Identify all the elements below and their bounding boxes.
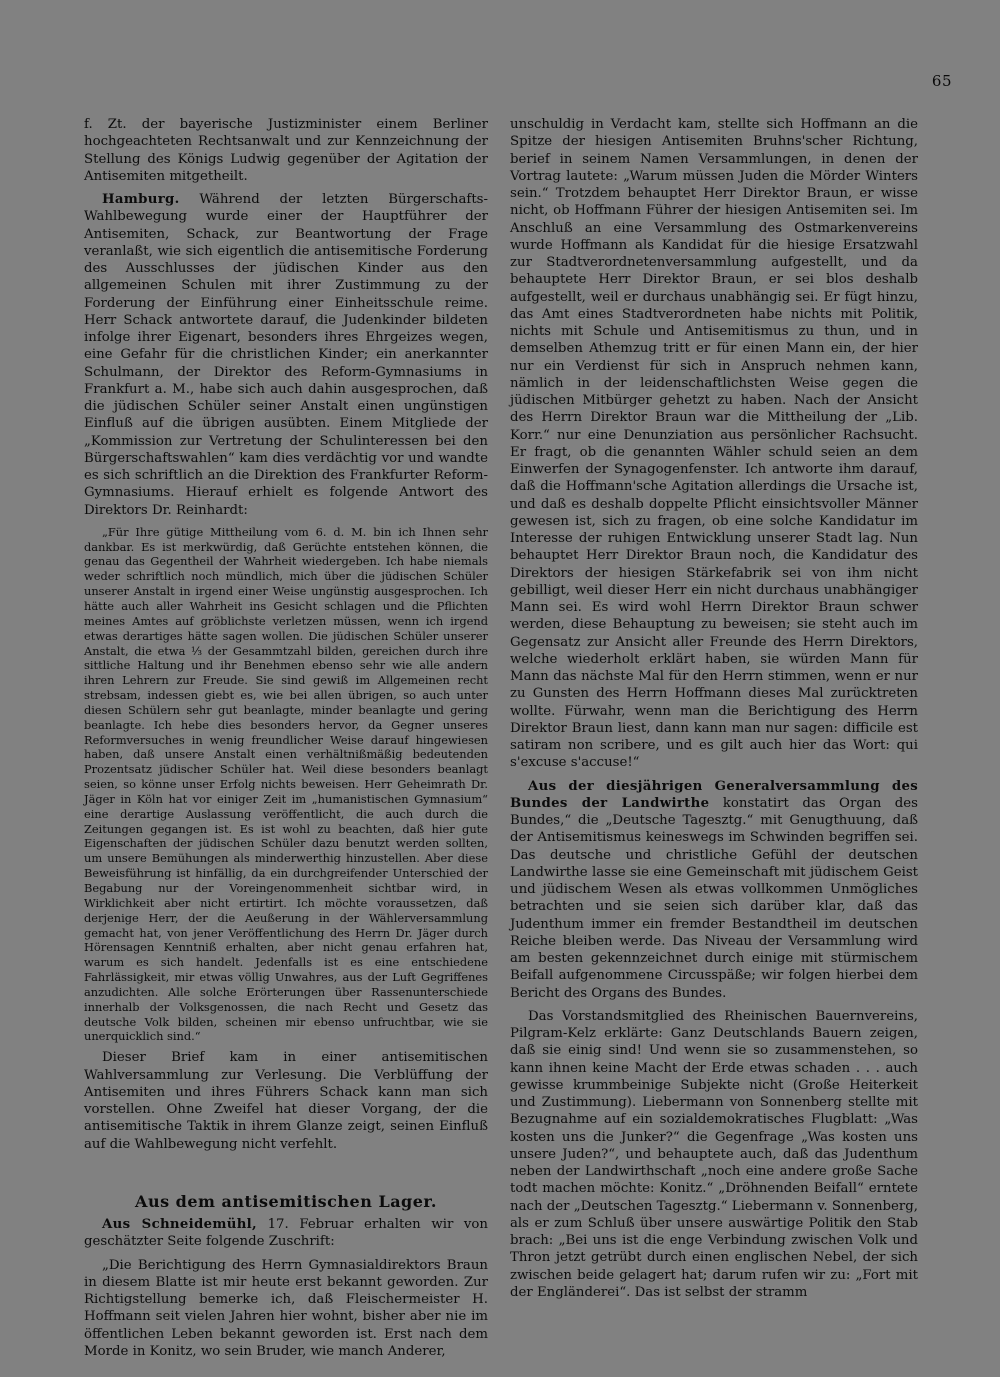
letter-quote-text: „Für Ihre gütige Mittheilung vom 6. d. M. bin ich Ihnen sehr dankbar. Es ist merkwürdig, daß Gerüchte entstehen können, die genau das Gegentheil der Wahrheit wiedergeben. Ich habe niemals weder schriftlich noch mündlich, mich über die jüdischen Schüler unserer Anstalt in irgend einer Weise ungünstig ausgesprochen. Ich hätte auch aller Wahrheit ins Gesicht schlagen und die Pflichten meines Amtes auf gröblichste verletzen müssen, wenn ich irgend etwas derartiges hätte sagen wollen. Die jüdischen Schüler unserer Anstalt, die etwa ⅓ der Gesammtzahl bilden, gereichen durch ihre sittliche Haltung und ihr Benehmen ebenso sehr wie alle andern ihren Lehrern zur Freude. Sie sind gewiß im Allgemeinen recht strebsam, indessen giebt es, wie bei allen übrigen, so auch unter diesen Schülern sehr gut beanlagte, minder beanlagte und gering beanlagte. Ich hebe dies besonders hervor, da Gegner unseres Reformversuches in wenig freundlicher Weise darauf hingewiesen haben, daß unsere Anstalt einen verhältnißmäßig bedeutenden Prozentsatz jüdischer Schüler hat. Weil diese besonders beanlagt seien, so könne unser Erfolg nichts beweisen. Herr Geheimrath Dr. Jäger in Köln hat vor einiger Zeit im „humanistischen Gymnasium“ eine derartige Auslassung veröffentlicht, die auch durch die Zeitungen gegangen ist. Es ist wohl zu beachten, daß hier gute Eigenschaften der jüdischen Schüler dazu benutzt werden sollten, um unsere Bemühungen als minderwerthig hinzustellen. Aber diese Beweisführung ist hinfällig, da ein durchgreifender Unterschied der Begabung nur der Voreingenommenheit sichtbar wird, in Wirklichkeit aber nicht ertirtirt. Ich möchte voraussetzen, daß derjenige Herr, der die Aeußerung in der Wählerversammlung gemacht hat, von jener Veröffentlichung des Herrn Dr. Jäger durch Hörensagen Kenntniß erhalten, aber nicht genau erfahren hat, warum es sich handelt. Jedenfalls ist es eine entschiedene Fahrlässigkeit, mir etwas völlig Unwahres, aus der Luft Gegriffenes anzudichten. Alle solche Erörterungen über Rassenunterschiede innerhalb der Volksgenossen, die nach Recht und Gesetz das deutsche Volk bilden, scheinen mir ebenso unfruchtbar, wie sie unerquicklich sind.“ (84, 524, 488, 1044)
last-paragraph: Das Vorstandsmitglied des Rheinischen Bauernvereins, Pilgram-Kelz erklärte: Ganz Deutschlands Bauern zeigen, daß sie einig sind! Und wenn sie so zusammenstehen, so kann ihnen keine Macht der Erde etwas schaden . . . auch gewisse krummbeinige Subjekte nicht (Große Heiterkeit und Zustimmung). Liebermann von Sonnenberg stellte mit Bezugnahme auf ein sozialdemokratisches Flugblatt: „Was kosten uns die Junker?“ die Gegenfrage „Was kosten uns unsere Juden?“, und behauptete auch, daß das Judenthum neben der Landwirthschaft „noch eine andere große Sache todt machen möchte: Konitz.“ „Dröhnenden Beifall“ erntete nach der „Deutschen Tagesztg.“ Liebermann v. Sonnenberg, als er zum Schluß über unsere auswärtige Politik den Stab brach: „Bei uns ist die enge Verbindung zwischen Volk und Thron jetzt getrübt durch einen englischen Nebel, der sich zwischen beide gelagert hat; darum rufen wir zu: „Fort mit der Engländerei“. Das ist selbst der stramm (510, 1008, 918, 1300)
letter-quote (84, 525, 488, 1045)
right-column (510, 116, 918, 1307)
intro-paragraph: f. Zt. der bayerische Justizminister einem Berliner hochgeachteten Rechtsanwalt und zur Kennzeichnung der Stellung des Königs Ludwig gegenüber der Agitation der Antisemiten mitgetheilt. (84, 117, 488, 184)
continuation-paragraph: unschuldig in Verdacht kam, stellte sich Hoffmann an die Spitze der hiesigen Antisemiten Bruhns'scher Richtung, berief in seinem Namen Versammlungen, in denen der Vortrag lautete: „Warum müssen Juden die Mörder Winters sein.“ Trotzdem behauptet Herr Direktor Braun, er wisse nicht, ob Hoffmann Führer der hiesigen Antisemiten sei. Im Anschluß an eine Versammlung des Ostmarkenvereins wurde Hoffmann als Kandidat für die hiesige Ersatzwahl zur Stadtverordnetenversammlung aufgestellt, und da behauptete Herr Direktor Braun, er sei blos deshalb aufgestellt, weil er durchaus unabhängig sei. Er fügt hinzu, das Amt eines Stadtverordneten habe nichts mit Politik, nichts mit Schule und Antisemitismus zu thun, und in demselben Athemzug tritt er für einen Mann ein, der hier nur ein Verdienst für sich in Anspruch nehmen kann, nämlich in der leidenschaftlichsten Weise gegen die jüdischen Mitbürger gehetzt zu haben. Nach der Ansicht des Herrn Direktor Braun war die Mittheilung der „Lib. Korr.“ nur eine Denunziation aus persönlicher Rachsucht. Er fragt, ob die genannten Wähler schuld seien an dem Einwerfen der Synagogenfenster. Ich antworte ihm darauf, daß die Hoffmann'sche Agitation allerdings die Ursache ist, und daß es deshalb doppelte Pflicht einsichtsvoller Männer gewesen ist, sich zu fragen, ob eine solche Kandidatur im Interesse der ruhigen Entwicklung unserer Stadt lag. Nun behauptet Herr Direktor Braun noch, die Kandidatur des Direktors der hiesigen Stärkefabrik sei von ihm nicht gebilligt, weil dieser Herr ein nicht durchaus unabhängiger Mann sei. Es wird wohl Herrn Direktor Braun schwer werden, diese Behauptung zu beweisen; sie steht auch im Gegensatz zur Ansicht aller Freunde des Herrn Direktors, welche wiederholt erklärt haben, sie würden Mann für Mann das nächste Mal für den Herrn stimmen, wenn er nur zu Gunsten des Herrn Hoffmann dieses Mal zurücktreten wollte. Fürwahr, wenn man die Berichtigung des Herrn Direktor Braun liest, dann kann man nur sagen: difficile est satiram non scribere, und es gilt auch hier das Wort: qui s'excuse s'accuse!“ (510, 117, 918, 771)
schneidemuehl-lead: Aus Schneidemühl, (102, 1217, 257, 1233)
hamburg-paragraph (84, 191, 488, 519)
page-number: 65 (931, 72, 952, 90)
section-heading: Aus dem antisemitischen Lager. (135, 1191, 437, 1211)
schneidemuehl-paragraph (84, 1216, 488, 1251)
left-column (84, 116, 488, 1366)
schneidemuehl-text: 17. Februar erhalten wir von geschätzter Seite folgende Zuschrift: (84, 1217, 489, 1250)
after-quote-paragraph: Dieser Brief kam in einer antisemitischen Wahlversammlung zur Verlesung. Die Verblüffung der Antisemiten und ihres Führers Schack kann man sich vorstellen. Ohne Zweifel hat dieser Vorgang, der die antisemitische Taktik in ihrem Glanze zeigt, seinen Einfluß auf die Wahlbewegung nicht verfehlt. (84, 1050, 488, 1152)
hamburg-text: Während der letzten Bürgerschafts-Wahlbewegung wurde einer der Hauptführer der Antisemiten, Schack, zur Beantwortung der Frage veranlaßt, wie sich eigentlich die antisemitische Forderung des Ausschlusses der jüdischen Kinder aus den allgemeinen Schulen mit ihrer Zustimmung zu der Forderung der Einführung einer Einheitsschule reime. Herr Schack antwortete darauf, die Judenkinder bildeten infolge ihrer Eigenart, besonders ihres Ehrgeizes wegen, eine Gefahr für die christlichen Kinder; ein anerkannter Schulmann, der Direktor des Reform-Gymnasiums in Frankfurt a. M., habe sich auch dahin ausgesprochen, daß die jüdischen Schüler seiner Anstalt einen ungünstigen Einfluß auf die übrigen ausübten. Einem Mitgliede der „Kommission zur Vertretung der Schulinteressen bei den Bürgerschaftswahlen“ kam dies verdächtig vor und wandte es sich schriftlich an die Direktion des Frankfurter Reform-Gymnasiums. Hierauf erhielt es folgende Antwort des Direktors Dr. Reinhardt: (84, 192, 488, 518)
letter-paragraph: „Die Berichtigung des Herrn Gymnasialdirektors Braun in diesem Blatte ist mir heute erst bekannt geworden. Zur Richtigstellung bemerke ich, daß Fleischermeister H. Hoffmann seit vielen Jahren hier wohnt, bisher aber nie im öffentlichen Leben bekannt geworden ist. Erst nach dem Morde in Konitz, wo sein Bruder, wie manch Anderer, (84, 1257, 488, 1359)
versammlung-paragraph (510, 778, 918, 1002)
versammlung-lead: Aus der diesjährigen Generalversammlung des Bundes der Landwirthe (510, 778, 918, 811)
versammlung-text: konstatirt das Organ des Bundes,“ die „Deutsche Tagesztg.“ mit Genugthuung, daß der Antisemitismus keineswegs im Schwinden begriffen sei. Das deutsche und christliche Gefühl der deutschen Landwirthe lasse sie eine Gemeinschaft mit jüdischem Geist und jüdischem Wesen als etwas vollkommen Unmögliches betrachten und sie seien sich darüber klar, daß das Judenthum immer ein fremder Bestandtheil im deutschen Reiche bleiben werde. Das Niveau der Versammlung wird am besten gekennzeichnet durch einige mit stürmischem Beifall aufgenommene Circusspäße; wir folgen hierbei dem Bericht des Organs des Bundes. (510, 795, 918, 1001)
hamburg-lead: Hamburg. (102, 192, 180, 207)
